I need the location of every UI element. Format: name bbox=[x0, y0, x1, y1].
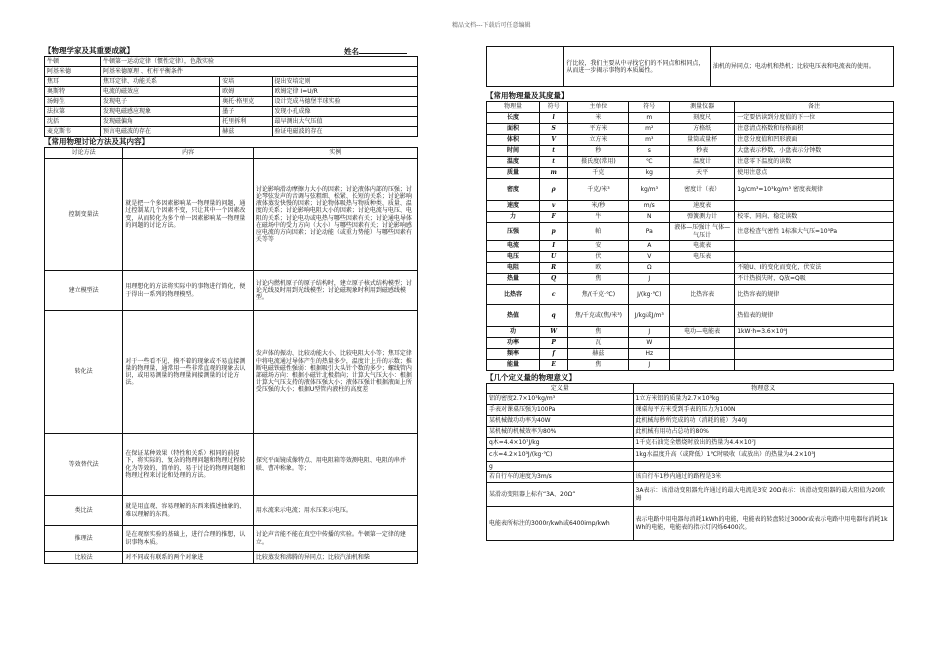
physicist-row bbox=[45, 117, 418, 127]
quantity-instrument: 电压表 bbox=[670, 252, 735, 263]
method-example: 发声体的振动、比较动能大小、比较电阻大小等；焦耳定律中将电流通过导体产生的热量多少，温度计上升的示数；推断电磁铁磁性强弱：根据吸引大头针个数的多少；螺线管内部磁场方向：根据小磁针北极指向；计算大气压大小：根据计算大气压支持的液体压强大小；液体压强计根据液面上所受压强的大小；根据U型管内液柱的高度差 bbox=[253, 311, 417, 434]
physicist-achievement: 发现磁偏角 bbox=[100, 117, 219, 127]
quantity-row bbox=[487, 327, 894, 338]
quantity-unit-symbol: J/kg或J/m³ bbox=[629, 305, 670, 327]
meaning-description: 此机械每秒所完成的功（消耗的能）为40J bbox=[633, 416, 893, 427]
quantity-unit: 焦 bbox=[568, 274, 629, 285]
quantity-row bbox=[487, 124, 894, 135]
quantity-name: 比热容 bbox=[487, 285, 540, 305]
quantity-name: 热量 bbox=[487, 274, 540, 285]
meaning-description: 1千克石油完全燃烧时放出的热量为4.4×10⁷J bbox=[633, 438, 893, 449]
quantity-unit-symbol: W bbox=[629, 338, 670, 349]
quantity-name: 热值 bbox=[487, 305, 540, 327]
method-example: 讨论声音能不能在真空中传播的实验。牛顿第一定律的建立。 bbox=[253, 526, 417, 552]
physicist-achievement: 焦耳定律、功能关系 bbox=[100, 77, 219, 87]
methods-table bbox=[44, 147, 418, 564]
method-example: 讨论内燃机原子的原子结构时，建立原子核式结构模型；讨论光线及时用到光线模型；讨论磁现象时利用到磁感线模型。 bbox=[253, 271, 417, 311]
meanings-header-quantity: 定义量 bbox=[487, 384, 634, 394]
physicist-row bbox=[45, 67, 418, 77]
continuation-content: 行比较，我们主要从中寻找它们的不同点和相同点，从而进一步揭示事物的本质属性。 bbox=[564, 47, 711, 87]
meaning-quantity: c水=4.2×10³J/(kg·℃) bbox=[487, 449, 634, 462]
method-name: 比较法 bbox=[45, 552, 123, 564]
quantity-instrument bbox=[670, 274, 735, 285]
meaning-row bbox=[487, 483, 894, 507]
method-content: 用理想化的方法将实际中的事物进行简化，便于得出一系列的物理模型。 bbox=[123, 271, 254, 311]
meaning-row bbox=[487, 427, 894, 438]
physicist-achievement: 提出安培定则 bbox=[272, 77, 417, 87]
method-row bbox=[45, 159, 418, 271]
quantity-symbol: p bbox=[539, 223, 567, 241]
meaning-quantity: 某机械的机械效率为80% bbox=[487, 427, 634, 438]
quantity-unit: 焦 bbox=[568, 360, 629, 371]
quantity-row bbox=[487, 179, 894, 201]
method-row bbox=[45, 552, 418, 564]
quantity-unit: 米/秒 bbox=[568, 201, 629, 212]
quantity-row bbox=[487, 212, 894, 223]
quantity-instrument: 方格纸 bbox=[670, 124, 735, 135]
quantity-row bbox=[487, 241, 894, 252]
quantities-header-cell: 主单位 bbox=[568, 102, 629, 113]
method-content: 在保证某种效果（特性和关系）相同的前提下，将实际的、复杂的物理问题和物理过程转化为等效的、简单的、易于讨论的物理问题和物理过程来讨论和处理的方法。 bbox=[123, 434, 254, 496]
quantity-symbol: Q bbox=[539, 274, 567, 285]
quantity-name: 力 bbox=[487, 212, 540, 223]
quantity-unit: 米 bbox=[568, 113, 629, 124]
quantity-row bbox=[487, 252, 894, 263]
quantity-symbol: c bbox=[539, 285, 567, 305]
quantity-name: 压强 bbox=[487, 223, 540, 241]
quantity-unit: 千克 bbox=[568, 168, 629, 179]
quantity-unit: 焦 bbox=[568, 327, 629, 338]
quantity-row bbox=[487, 285, 894, 305]
method-row bbox=[45, 311, 418, 434]
quantity-note: 注意分度值和凹形液面 bbox=[735, 135, 894, 146]
physicist-achievement: 发现电子 bbox=[100, 97, 219, 107]
quantity-row bbox=[487, 338, 894, 349]
right-column bbox=[486, 46, 894, 541]
quantity-name: 面积 bbox=[487, 124, 540, 135]
quantity-unit-symbol: J bbox=[629, 360, 670, 371]
quantities-table bbox=[486, 101, 894, 371]
quantity-unit-symbol: J/(kg·℃) bbox=[629, 285, 670, 305]
quantity-symbol: P bbox=[539, 338, 567, 349]
quantity-instrument: 量筒或量杯 bbox=[670, 135, 735, 146]
physicist-name: 沈括 bbox=[45, 117, 101, 127]
physicist-name: 奥斯特 bbox=[45, 87, 101, 97]
meaning-description: 3A表示：该滑动变阻器允许通过的最大电流是3安 20Ω表示：该滑动变阻器的最大阻值为20欧姆 bbox=[633, 483, 893, 507]
physicist-name: 汤姆生 bbox=[45, 97, 101, 107]
physicist-row bbox=[45, 107, 418, 117]
meaning-description: 该自行车1秒内通过的路程是3米 bbox=[633, 472, 893, 483]
continuation-method bbox=[487, 47, 564, 87]
name-label: 姓名 bbox=[344, 47, 359, 56]
quantity-unit-symbol: m² bbox=[629, 124, 670, 135]
quantity-symbol: v bbox=[539, 201, 567, 212]
physicists-title: 【物理学家及其重要成就】 bbox=[44, 46, 134, 55]
physicist-achievement: 欧姆定律 I=U/R bbox=[272, 87, 417, 97]
quantity-name: 电阻 bbox=[487, 263, 540, 274]
quantity-symbol: R bbox=[539, 263, 567, 274]
meaning-row bbox=[487, 507, 894, 541]
quantity-row bbox=[487, 349, 894, 360]
meaning-description: 1立方米铝的质量为2.7×10³kg bbox=[633, 394, 893, 405]
quantity-unit-symbol: kg/m³ bbox=[629, 179, 670, 201]
meaning-quantity: 若自行车的速度为3m/s bbox=[487, 472, 634, 483]
quantity-unit: 秒 bbox=[568, 146, 629, 157]
quantity-instrument bbox=[670, 338, 735, 349]
quantity-note: 注意零下温度的读数 bbox=[735, 157, 894, 168]
physicist-achievement: 发现电磁感应现象 bbox=[100, 107, 219, 117]
method-row bbox=[45, 526, 418, 552]
quantity-row bbox=[487, 263, 894, 274]
physicist-achievement: 电流的磁效应 bbox=[100, 87, 219, 97]
quantity-name: 功 bbox=[487, 327, 540, 338]
quantity-symbol: I bbox=[539, 241, 567, 252]
meaning-row bbox=[487, 438, 894, 449]
meaning-description: 此机械有用功占总功的80% bbox=[633, 427, 893, 438]
meaning-row bbox=[487, 449, 894, 462]
quantity-row bbox=[487, 223, 894, 241]
quantity-instrument: 比热容表 bbox=[670, 285, 735, 305]
physicist-row bbox=[45, 57, 418, 67]
method-name: 建立模型法 bbox=[45, 271, 123, 311]
quantity-row bbox=[487, 201, 894, 212]
quantity-unit-symbol: m/s bbox=[629, 201, 670, 212]
physicist-achievement: 牛顿第一运动定律（惯性定律），色散实验 bbox=[100, 57, 417, 67]
quantity-note: 不随U、I的变化而变化，伏安法 bbox=[735, 263, 894, 274]
quantity-note: 热值表的规律 bbox=[735, 305, 894, 327]
quantity-unit: 欧 bbox=[568, 263, 629, 274]
quantity-instrument: 电流表 bbox=[670, 241, 735, 252]
meaning-description: 1kg水温度升高（或降低）1℃时吸收（或放出）的热量为4.2×10³J bbox=[633, 449, 893, 462]
meanings-section-title: 【几个定义量的物理意义】 bbox=[486, 373, 576, 382]
method-example: 用水流来示电流；用水压来示电压。 bbox=[253, 496, 417, 526]
quantity-instrument: 液体—压强计 气体—气压计 bbox=[670, 223, 735, 241]
quantity-row bbox=[487, 135, 894, 146]
meaning-quantity: 铝的密度2.7×10³kg/m³ bbox=[487, 394, 634, 405]
quantity-instrument: 速度表 bbox=[670, 201, 735, 212]
quantity-unit: 摄氏度(常用) bbox=[568, 157, 629, 168]
quantity-note bbox=[735, 201, 894, 212]
quantity-unit: 立方米 bbox=[568, 135, 629, 146]
quantity-row bbox=[487, 274, 894, 285]
quantity-note: 注意清点格数和每格面积 bbox=[735, 124, 894, 135]
method-name: 转化法 bbox=[45, 311, 123, 434]
quantity-name: 密度 bbox=[487, 179, 540, 201]
method-row bbox=[45, 496, 418, 526]
quantity-name: 能量 bbox=[487, 360, 540, 371]
physicist-name: 法拉第 bbox=[45, 107, 101, 117]
methods-section-title: 【常用物理讨论方法及其内容】 bbox=[44, 137, 149, 146]
quantity-note: 注意检查气密性 1标准大气压=10⁵Pa bbox=[735, 223, 894, 241]
quantity-symbol: V bbox=[539, 135, 567, 146]
quantity-unit-symbol: N bbox=[629, 212, 670, 223]
quantity-name: 时间 bbox=[487, 146, 540, 157]
quantity-symbol: S bbox=[539, 124, 567, 135]
physicist-row bbox=[45, 77, 418, 87]
physicist-name: 麦克斯韦 bbox=[45, 127, 101, 137]
quantity-name: 体积 bbox=[487, 135, 540, 146]
quantity-note bbox=[735, 338, 894, 349]
method-content: 就是用直观、容易理解的东西来描述抽象的、难以理解的东西。 bbox=[123, 496, 254, 526]
quantity-unit: 牛 bbox=[568, 212, 629, 223]
physicist-achievement: 设计完成马德堡半球实验 bbox=[272, 97, 417, 107]
quantity-symbol: t bbox=[539, 157, 567, 168]
quantity-symbol: q bbox=[539, 305, 567, 327]
method-row bbox=[45, 271, 418, 311]
quantity-symbol: W bbox=[539, 327, 567, 338]
meaning-description: 表示电路中用电器每消耗1kWh的电能，电能表的转盘转过3000r或表示电路中用电器每消耗1kWh的电能，电能表的指示灯闪烁6400次。 bbox=[633, 507, 893, 541]
quantities-header-cell: 符号 bbox=[629, 102, 670, 113]
quantities-section-title: 【常用物理量及其度量】 bbox=[486, 91, 569, 100]
methods-header-content: 内容 bbox=[123, 148, 254, 159]
meanings-table bbox=[486, 383, 894, 541]
physicist-row bbox=[45, 97, 418, 107]
physicist-name: 托里拆利 bbox=[220, 117, 272, 127]
quantity-unit: 焦/(千克·℃) bbox=[568, 285, 629, 305]
quantity-name: 电压 bbox=[487, 252, 540, 263]
physicist-achievement: 最早测出大气压值 bbox=[272, 117, 417, 127]
quantity-instrument: 天平 bbox=[670, 168, 735, 179]
physicist-name: 牛顿 bbox=[45, 57, 101, 67]
quantity-symbol: f bbox=[539, 349, 567, 360]
meanings-header-meaning: 物理意义 bbox=[633, 384, 893, 394]
quantity-row bbox=[487, 113, 894, 124]
quantity-unit-symbol: m³ bbox=[629, 135, 670, 146]
meaning-quantity: 手表对课桌压强为100Pa bbox=[487, 405, 634, 416]
quantity-name: 质量 bbox=[487, 168, 540, 179]
quantity-instrument bbox=[670, 360, 735, 371]
watermark-text: 精品文档---下载后可任意编辑 bbox=[452, 22, 531, 29]
quantity-unit-symbol: V bbox=[629, 252, 670, 263]
quantity-unit: 焦/千克或(焦/米³) bbox=[568, 305, 629, 327]
physicist-name: 奥托·格里克 bbox=[220, 97, 272, 107]
meaning-quantity: g bbox=[487, 462, 634, 472]
quantity-unit: 赫兹 bbox=[568, 349, 629, 360]
quantity-note bbox=[735, 252, 894, 263]
quantities-header-cell: 物理量 bbox=[487, 102, 540, 113]
quantity-instrument bbox=[670, 263, 735, 274]
quantity-unit: 平方米 bbox=[568, 124, 629, 135]
physicist-achievement: 发现小孔成像 bbox=[272, 107, 417, 117]
quantity-row bbox=[487, 305, 894, 327]
physicists-section-title bbox=[44, 46, 418, 56]
quantity-row bbox=[487, 360, 894, 371]
quantity-note bbox=[735, 349, 894, 360]
physicists-table bbox=[44, 56, 418, 137]
quantity-unit-symbol: kg bbox=[629, 168, 670, 179]
physicist-achievement: 验证电磁波的存在 bbox=[272, 127, 417, 137]
method-example: 探究平面镜成像特点、用电阻箱等效测电阻、电阻的串并联、曹冲称象。等； bbox=[253, 434, 417, 496]
quantity-row bbox=[487, 168, 894, 179]
method-content: 对不同或有联系的两个对象进 bbox=[123, 552, 254, 564]
method-content: 就是把一个多因素影响某一物理量的问题，通过控制某几个因素不变，只让其中一个因素改变，从而转化为多个单一因素影响某一物理量的问题的讨论方法。 bbox=[123, 159, 254, 271]
quantity-instrument: 温度计 bbox=[670, 157, 735, 168]
quantity-instrument: 电功—电能表 bbox=[670, 327, 735, 338]
meaning-row bbox=[487, 405, 894, 416]
meaning-quantity: 电能表所标注的3000r/kwh或6400imp/kwh bbox=[487, 507, 634, 541]
quantity-note: 校零、同向、稳定读数 bbox=[735, 212, 894, 223]
method-example: 讨论影响滑动摩擦力大小的因素；讨论液体内部的压强；讨论琴弦发声的音调与弦粗细、松紧、长短的关系；讨论影响液体蒸发快慢的因素；讨论物体吸热与物质种类、质量、温度的关系；讨论影响电阻大小的因素；讨论电流与电压、电阻的关系；讨论电功或电热与哪些因素有关；讨论通电导体在磁场中的受力方向（大小）与哪些因素有关；讨论影响感应电流的方向因素；讨论动能（或重力势能）与哪些因素有关等等 bbox=[253, 159, 417, 271]
quantity-unit-symbol: Hz bbox=[629, 349, 670, 360]
quantity-unit: 安 bbox=[568, 241, 629, 252]
method-name: 推理法 bbox=[45, 526, 123, 552]
quantities-header-cell: 符号 bbox=[539, 102, 567, 113]
quantity-instrument bbox=[670, 349, 735, 360]
quantity-row bbox=[487, 146, 894, 157]
meaning-description bbox=[633, 462, 893, 472]
quantity-row bbox=[487, 157, 894, 168]
methods-header-method: 讨论方法 bbox=[45, 148, 123, 159]
meaning-quantity: 某滑动变阻器上标有“3A、20Ω” bbox=[487, 483, 634, 507]
quantity-unit-symbol: J bbox=[629, 327, 670, 338]
quantity-symbol: U bbox=[539, 252, 567, 263]
physicist-name: 赫兹 bbox=[220, 127, 272, 137]
physicist-achievement: 阿基米德原理 、杠杆平衡条件 bbox=[100, 67, 417, 77]
quantity-instrument: 弹簧测力计 bbox=[670, 212, 735, 223]
quantity-unit-symbol: Pa bbox=[629, 223, 670, 241]
quantity-symbol: F bbox=[539, 212, 567, 223]
meaning-row bbox=[487, 416, 894, 427]
meaning-row bbox=[487, 462, 894, 472]
quantity-note: 大盘表示秒数，小盘表示分钟数 bbox=[735, 146, 894, 157]
quantity-instrument: 密度计（表） bbox=[670, 179, 735, 201]
quantity-name: 电流 bbox=[487, 241, 540, 252]
name-field[interactable] bbox=[344, 46, 407, 56]
quantity-note bbox=[735, 360, 894, 371]
quantity-unit: 瓦 bbox=[568, 338, 629, 349]
quantity-name: 速度 bbox=[487, 201, 540, 212]
quantity-instrument: 秒表 bbox=[670, 146, 735, 157]
physicist-name: 欧姆 bbox=[220, 87, 272, 97]
physicist-achievement: 预言电磁波的存在 bbox=[100, 127, 219, 137]
quantity-instrument: 刻度尺 bbox=[670, 113, 735, 124]
quantity-note bbox=[735, 241, 894, 252]
physicist-row bbox=[45, 127, 418, 137]
quantity-name: 温度 bbox=[487, 157, 540, 168]
quantity-note: 一定要估读到分度值的下一位 bbox=[735, 113, 894, 124]
methods-header-example: 实例 bbox=[253, 148, 417, 159]
quantity-note: 使用注意点 bbox=[735, 168, 894, 179]
quantity-note: 1kW·h=3.6×10⁶J bbox=[735, 327, 894, 338]
meaning-row bbox=[487, 394, 894, 405]
quantity-unit-symbol: ℃ bbox=[629, 157, 670, 168]
quantity-symbol: m bbox=[539, 168, 567, 179]
physicist-name: 焦耳 bbox=[45, 77, 101, 87]
quantity-unit-symbol: J bbox=[629, 274, 670, 285]
quantity-symbol: E bbox=[539, 360, 567, 371]
quantity-symbol: ρ bbox=[539, 179, 567, 201]
left-column bbox=[44, 46, 418, 564]
method-name: 控制变量法 bbox=[45, 159, 123, 271]
quantity-unit: 千克/米³ bbox=[568, 179, 629, 201]
quantity-unit-symbol: s bbox=[629, 146, 670, 157]
physicist-name: 安培 bbox=[220, 77, 272, 87]
meaning-quantity: 某机械做功功率为40W bbox=[487, 416, 634, 427]
meaning-description: 课桌每平方米受到手表的压力为100N bbox=[633, 405, 893, 416]
physicist-row bbox=[45, 87, 418, 97]
quantity-symbol: l bbox=[539, 113, 567, 124]
quantity-unit: 伏 bbox=[568, 252, 629, 263]
quantity-note: 1g/cm³=10³kg/m³ 密度表规律 bbox=[735, 179, 894, 201]
method-content: 对于一些看不见、摸不着的现象或不易直接测量的物理量，通常用一些非常直观的现象去认识，或用易测量的物理量间接测量的讨论方法。 bbox=[123, 311, 254, 434]
method-name: 等效替代法 bbox=[45, 434, 123, 496]
continuation-example: 油机的异同点；电动机和热机；比较电压表和电流表的使用。 bbox=[710, 47, 893, 87]
methods-continuation-table bbox=[486, 46, 894, 87]
quantities-header-cell: 备注 bbox=[735, 102, 894, 113]
physicist-name: 墨子 bbox=[220, 107, 272, 117]
quantity-unit-symbol: Ω bbox=[629, 263, 670, 274]
physicist-name: 阿基米德 bbox=[45, 67, 101, 77]
quantities-header-cell: 测量仪器 bbox=[670, 102, 735, 113]
method-name: 类比法 bbox=[45, 496, 123, 526]
quantity-unit-symbol: m bbox=[629, 113, 670, 124]
quantity-unit-symbol: A bbox=[629, 241, 670, 252]
quantity-instrument bbox=[670, 305, 735, 327]
name-underline bbox=[359, 46, 407, 54]
meaning-quantity: q木=4.4×10⁷J/kg bbox=[487, 438, 634, 449]
quantity-name: 长度 bbox=[487, 113, 540, 124]
quantity-note: 比热容表的规律 bbox=[735, 285, 894, 305]
quantity-name: 频率 bbox=[487, 349, 540, 360]
method-row bbox=[45, 434, 418, 496]
method-example: 比较蒸发和沸腾的异同点；比较汽油机和柴 bbox=[253, 552, 417, 564]
quantity-symbol: t bbox=[539, 146, 567, 157]
quantity-unit: 帕 bbox=[568, 223, 629, 241]
quantity-note: 不计热损失时，Q放=Q吸 bbox=[735, 274, 894, 285]
meaning-row bbox=[487, 472, 894, 483]
method-content: 是在观察实验的基础上，进行合理的推想，认识事物本质。 bbox=[123, 526, 254, 552]
quantity-name: 功率 bbox=[487, 338, 540, 349]
